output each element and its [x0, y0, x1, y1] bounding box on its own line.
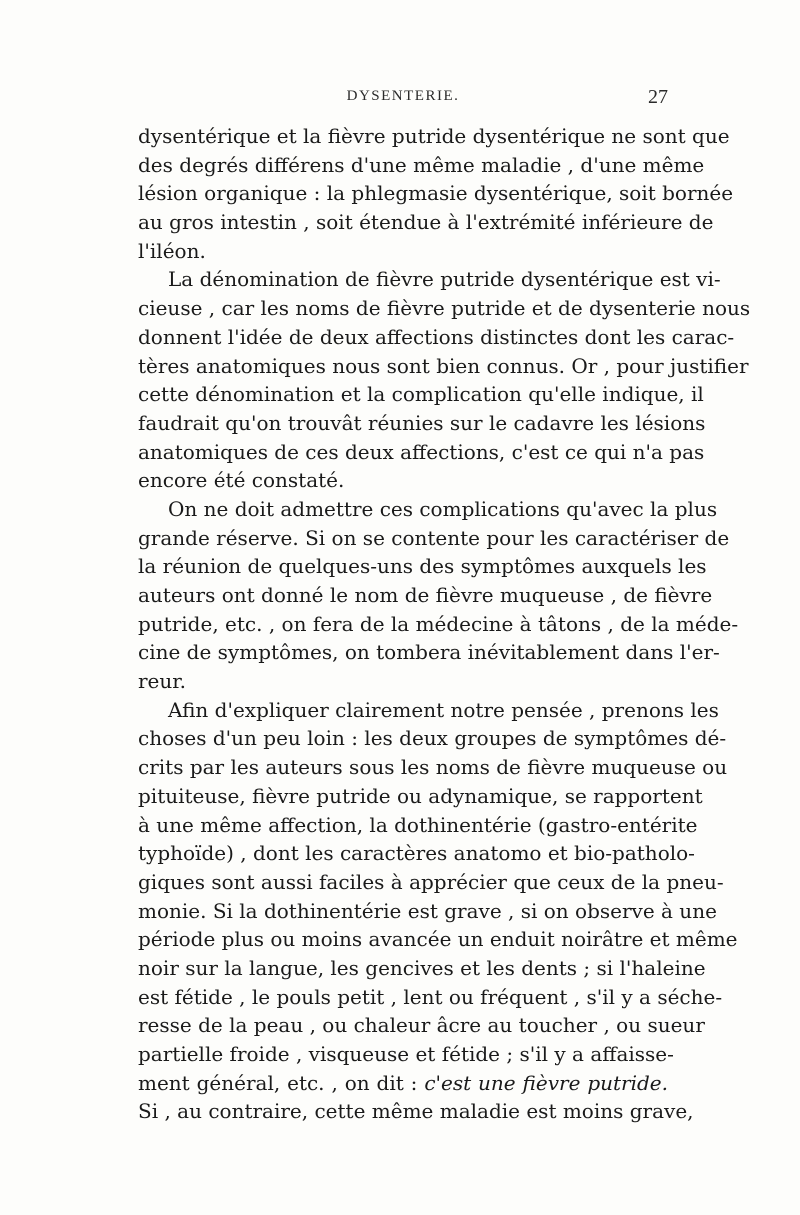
text-line: lésion organique : la phlegmasie dysentérique, soit bornée — [138, 181, 734, 206]
text-line: dysentérique et la fièvre putride dysentérique ne sont que — [138, 124, 730, 148]
text-line: Afin d'expliquer clairement notre pensée , prenons les — [168, 697, 719, 722]
text-line: faudrait qu'on trouvât réunies sur le cadavre les lésions — [138, 410, 706, 435]
body-text — [138, 122, 751, 1126]
text-line: encore été constaté. — [138, 468, 345, 493]
italic-phrase: c'est une fièvre putride. — [424, 1070, 668, 1095]
running-title: DYSENTERIE. — [346, 88, 460, 104]
text-line: période plus ou moins avancée un enduit noirâtre et même — [138, 927, 738, 952]
text-line: noir sur la langue, les gencives et les dents ; si l'haleine — [138, 955, 706, 980]
text-line: typhoïde) , dont les caractères anatomo et bio-patholo- — [138, 841, 695, 866]
text-line: tères anatomiques nous sont bien connus. Or , pour justifier — [138, 353, 749, 378]
text-line: crits par les auteurs sous les noms de fièvre muqueuse ou — [138, 755, 728, 780]
text-line: cette dénomination et la complication qu'elle indique, il — [138, 382, 704, 407]
text-segment: ment général, etc. , on dit : — [138, 1070, 418, 1095]
text-line: la réunion de quelques-uns des symptômes auxquels les — [138, 554, 707, 579]
text-line: La dénomination de fièvre putride dysentérique est vi- — [168, 267, 721, 292]
text-line: partielle froide , visqueuse et fétide ; s'il y a affaisse- — [138, 1042, 674, 1066]
page-number: 27 — [648, 86, 668, 108]
text-line: des degrés différens d'une même maladie , d'une même — [138, 152, 705, 177]
text-line: choses d'un peu loin : les deux groupes de symptômes dé- — [138, 726, 727, 751]
text-line: reur. — [138, 669, 186, 694]
text-line: anatomiques de ces deux affections, c'est ce qui n'a pas — [138, 439, 705, 464]
text-line: auteurs ont donné le nom de fièvre muqueuse , de fièvre — [138, 583, 713, 607]
text-line: resse de la peau , ou chaleur âcre au toucher , ou sueur — [138, 1013, 705, 1038]
text-line: On ne doit admettre ces complications qu'avec la plus — [168, 496, 718, 521]
text-line: l'iléon. — [138, 238, 206, 263]
text-line: au gros intestin , soit étendue à l'extrémité inférieure de — [138, 210, 714, 235]
text-line: putride, etc. , on fera de la médecine à tâtons , de la méde- — [138, 611, 739, 636]
text-line: monie. Si la dothinentérie est grave , si on observe à une — [138, 898, 717, 923]
text-line-with-italic — [138, 1069, 668, 1098]
text-line: donnent l'idée de deux affections distinctes dont les carac- — [138, 324, 735, 349]
text-line: cine de symptômes, on tombera inévitablement dans l'er- — [138, 640, 720, 665]
text-line: giques sont aussi faciles à apprécier que ceux de la pneu- — [138, 869, 724, 894]
text-line: cieuse , car les noms de fièvre putride et de dysenterie nous — [138, 296, 751, 321]
text-line: grande réserve. Si on se contente pour les caractériser de — [138, 525, 730, 550]
text-line: à une même affection, la dothinentérie (gastro-entérite — [138, 812, 698, 837]
text-line: est fétide , le pouls petit , lent ou fréquent , s'il y a séche- — [138, 984, 723, 1009]
running-head — [138, 88, 668, 112]
text-line: Si , au contraire, cette même maladie est moins grave, — [138, 1099, 694, 1124]
text-line: pituiteuse, fièvre putride ou adynamique, se rapportent — [138, 783, 703, 808]
